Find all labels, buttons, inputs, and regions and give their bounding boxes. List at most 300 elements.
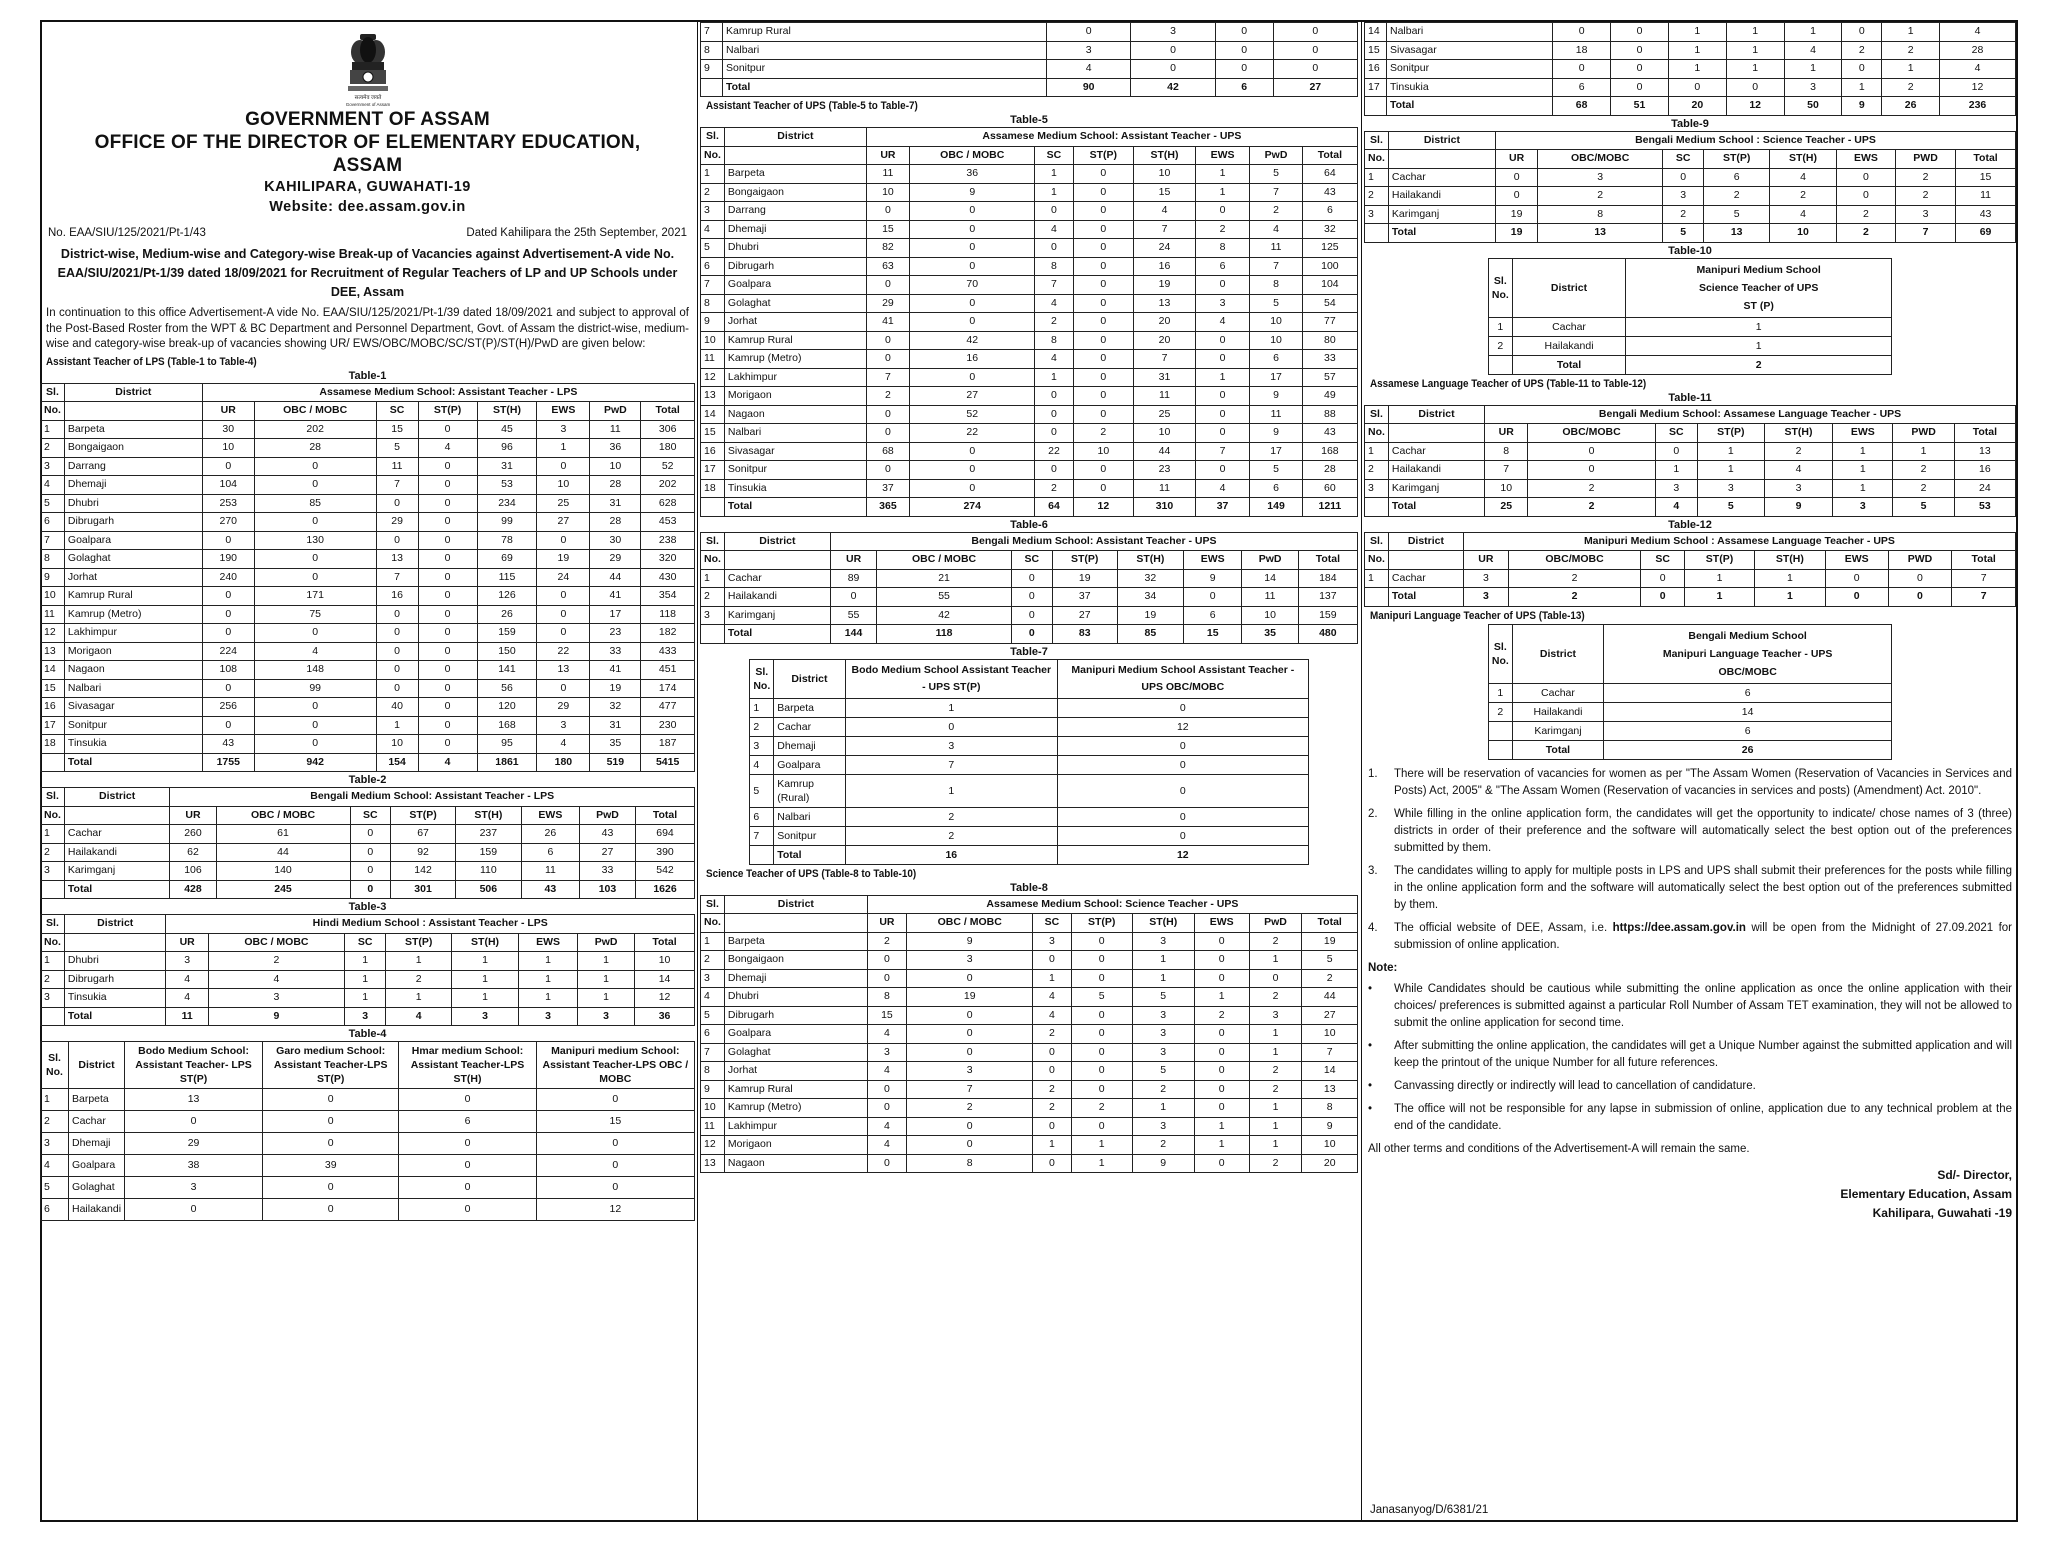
- header-row: [41, 1042, 695, 1089]
- table-cell: 1: [1194, 1136, 1249, 1155]
- table-cell: 1: [701, 165, 725, 184]
- table-cell: 19: [1495, 224, 1537, 243]
- table-cell: 26: [1882, 97, 1940, 116]
- table-cell: 5: [1893, 498, 1954, 517]
- table-cell: 2: [1836, 224, 1895, 243]
- table-cell: 1861: [477, 753, 537, 772]
- table-cell: 0: [1035, 461, 1073, 480]
- table-cell: 0: [1073, 239, 1134, 258]
- header-cell: EWS: [521, 806, 579, 825]
- table-cell: Barpeta: [724, 165, 866, 184]
- table-cell: 37: [1195, 498, 1249, 517]
- header-cell: ST(P): [1073, 146, 1134, 165]
- table-cell: 0: [1215, 41, 1273, 60]
- table-cell: Total: [1387, 97, 1553, 116]
- table-cell: Karimganj: [1388, 479, 1484, 498]
- table-cell: 29: [866, 294, 909, 313]
- table-cell: 4: [701, 220, 725, 239]
- table-cell: 10: [635, 952, 695, 971]
- table-cell: 301: [391, 880, 456, 899]
- table-cell: 5: [1302, 951, 1358, 970]
- table-cell: 0: [1071, 1043, 1132, 1062]
- table-cell: Total: [724, 498, 866, 517]
- table-cell: 0: [1194, 1080, 1249, 1099]
- table-cell: 5: [1071, 988, 1132, 1007]
- table-row: [1488, 336, 1891, 355]
- table-cell: Nalbari: [724, 424, 866, 443]
- table-cell: 0: [1273, 23, 1357, 42]
- table-cell: 15: [1183, 625, 1241, 644]
- table-cell: [41, 1007, 65, 1026]
- table-cell: Goalpara: [724, 276, 866, 295]
- table-cell: 38: [125, 1155, 263, 1177]
- bullet-notes: [1368, 981, 2012, 1135]
- table-cell: 428: [170, 880, 216, 899]
- table-row: [701, 1062, 1358, 1081]
- table-row: [41, 989, 695, 1008]
- header-cell: ST(P): [1704, 150, 1770, 169]
- table-cell: 236: [1940, 97, 2016, 116]
- header-cell: District: [1512, 258, 1625, 317]
- table-cell: 0: [254, 735, 376, 754]
- table-cell: 8: [1250, 276, 1302, 295]
- table-row: [41, 862, 695, 881]
- table-cell: 1: [1194, 1117, 1249, 1136]
- table-cell: 13: [1704, 224, 1770, 243]
- table-cell: 56: [477, 679, 537, 698]
- table-cell: 9: [1250, 424, 1302, 443]
- table-cell: 12: [1057, 717, 1308, 736]
- table-cell: 7: [1895, 224, 1955, 243]
- table-cell: 5: [41, 494, 65, 513]
- table-cell: 3: [750, 736, 774, 755]
- table-cell: 1: [41, 952, 65, 971]
- table-cell: 1: [452, 952, 519, 971]
- table-row: [41, 420, 695, 439]
- table-cell: 15: [376, 420, 418, 439]
- reference-number: No. EAA/SIU/125/2021/Pt-1/43: [48, 227, 206, 239]
- table-cell: 365: [866, 498, 909, 517]
- table-cell: 168: [1302, 442, 1357, 461]
- table-cell: 11: [866, 165, 909, 184]
- table-cell: 182: [641, 624, 695, 643]
- header-cell: UR: [1463, 551, 1508, 570]
- table-cell: Cachar: [1388, 442, 1484, 461]
- table-cell: Dhubri: [724, 988, 867, 1007]
- table-cell: 1: [1249, 1099, 1302, 1118]
- table-cell: 1: [344, 970, 385, 989]
- table-cell: 942: [254, 753, 376, 772]
- header-cell: District: [724, 128, 866, 147]
- table-cell: 12: [41, 624, 65, 643]
- table-cell: 68: [1553, 97, 1611, 116]
- table-cell: 7: [866, 368, 909, 387]
- table-cell: 118: [877, 625, 1012, 644]
- table-cell: 7: [1485, 461, 1528, 480]
- header-cell: Sl. No.: [750, 659, 774, 698]
- table-cell: 0: [254, 698, 376, 717]
- table-cell: Cachar: [724, 569, 830, 588]
- signature-block: [1364, 1166, 2012, 1223]
- table-cell: 2: [1365, 461, 1389, 480]
- table-cell: 19: [1495, 205, 1537, 224]
- table-cell: 42: [910, 331, 1035, 350]
- table-cell: 10: [701, 331, 725, 350]
- table-cell: 0: [1842, 60, 1882, 79]
- table-cell: 453: [641, 513, 695, 532]
- table-caption: Table-8: [1010, 881, 1048, 894]
- table-cell: 1: [1132, 969, 1194, 988]
- table-title: Assamese Medium School: Science Teacher - UPS: [867, 895, 1357, 914]
- table-cell: 2: [845, 826, 1057, 845]
- table-cell: 4: [41, 1155, 69, 1177]
- section-heading: Assistant Teacher of LPS (Table-1 to Table-4): [46, 355, 257, 368]
- table-cell: 8: [1538, 205, 1663, 224]
- table-row: [701, 276, 1358, 295]
- table-row: [701, 442, 1358, 461]
- header-cell: SC: [1035, 146, 1073, 165]
- table-cell: 49: [1302, 387, 1357, 406]
- table-cell: 11: [701, 350, 725, 369]
- table-cell: Goalpara: [774, 755, 845, 774]
- table-cell: Sonitpur: [724, 461, 866, 480]
- table-cell: 31: [590, 494, 641, 513]
- table-cell: 27: [1273, 78, 1357, 97]
- table-cell: 64: [1302, 165, 1357, 184]
- table-cell: 1: [845, 774, 1057, 807]
- table-cell: [701, 498, 725, 517]
- table-row: [701, 1154, 1358, 1173]
- header-cell: District: [774, 659, 845, 698]
- table-cell: 8: [1195, 239, 1249, 258]
- table-cell: 2: [907, 1099, 1033, 1118]
- table-cell: 10: [1242, 606, 1298, 625]
- table-cell: 0: [1194, 1025, 1249, 1044]
- notes: [1368, 766, 2012, 1158]
- table-cell: 8: [1035, 331, 1073, 350]
- table-cell: 55: [830, 606, 876, 625]
- header-cell: Total: [1952, 551, 2016, 570]
- header-cell: PwD: [1250, 146, 1302, 165]
- table-cell: 5: [1132, 1062, 1194, 1081]
- table-cell: 0: [1073, 387, 1134, 406]
- table-cell: 0: [1035, 202, 1073, 221]
- table-cell: Sonitpur: [774, 826, 845, 845]
- table-cell: 17: [41, 716, 65, 735]
- table-row: [701, 1006, 1358, 1025]
- table-cell: 2: [1528, 498, 1655, 517]
- table-8: [700, 895, 1358, 1174]
- table-cell: 61: [216, 825, 350, 844]
- table-cell: 3: [1365, 479, 1389, 498]
- table-row: [750, 826, 1308, 845]
- table-cell: 2: [1488, 702, 1512, 721]
- table-cell: 2: [845, 807, 1057, 826]
- table-cell: 14: [701, 405, 725, 424]
- table-cell: 19: [590, 679, 641, 698]
- header-cell: ST(P): [391, 806, 456, 825]
- table-cell: 7: [1035, 276, 1073, 295]
- table-cell: 0: [1528, 461, 1655, 480]
- table-cell: 21: [877, 569, 1012, 588]
- table-cell: 4: [166, 989, 208, 1008]
- table-cell: 0: [1273, 60, 1357, 79]
- table-cell: 43: [1302, 183, 1357, 202]
- table-cell: 0: [1073, 165, 1134, 184]
- table-cell: 16: [701, 442, 725, 461]
- table-cell: 126: [477, 587, 537, 606]
- section-heading: Science Teacher of UPS (Table-8 to Table-10): [706, 867, 917, 880]
- table-cell: 0: [125, 1111, 263, 1133]
- table-cell: 0: [907, 1136, 1033, 1155]
- table-row: [750, 717, 1308, 736]
- table-cell: 4: [1764, 461, 1832, 480]
- header-cell: Manipuri medium School: Assistant Teacher-LPS OBC / MOBC: [536, 1042, 694, 1089]
- table-row: [41, 1177, 695, 1199]
- list-item: 3. The candidates willing to apply for multiple posts in LPS and UPS shall submit their preferences for the posts while filling in the online application form and the software will automatically select the best option out of the preferences submitted by them.: [1368, 864, 2012, 911]
- header-cell: ST(P): [386, 933, 452, 952]
- table-cell: 20: [1302, 1154, 1358, 1173]
- total-row: [750, 845, 1308, 864]
- header-cell: OBC / MOBC: [910, 146, 1035, 165]
- table-cell: 25: [1134, 405, 1196, 424]
- table-cell: 1: [1033, 969, 1071, 988]
- table-cell: 1: [1668, 23, 1726, 42]
- table-cell: 3: [867, 1043, 906, 1062]
- table-cell: 0: [1071, 1006, 1132, 1025]
- table-cell: 4: [1134, 202, 1196, 221]
- table-cell: 5415: [641, 753, 695, 772]
- table-cell: 32: [590, 698, 641, 717]
- table-cell: Dhemaji: [724, 220, 866, 239]
- table-cell: 10: [376, 735, 418, 754]
- table-cell: 0: [910, 294, 1035, 313]
- table-caption: Table-6: [1010, 518, 1048, 531]
- table-cell: 1: [1132, 1099, 1194, 1118]
- table-cell: 2: [866, 387, 909, 406]
- list-item: • While Candidates should be cautious while submitting the online application as once the online application with their choices/ preferences is submitted against a particular Roll Number of Assam TET examination, they will not be allowed to submit the online application for second time.: [1368, 982, 2012, 1029]
- table-cell: 0: [537, 679, 590, 698]
- header-cell: ST(H): [1134, 146, 1196, 165]
- reference-date: Dated Kahilipara the 25th September, 2021: [466, 227, 687, 239]
- table-cell: 260: [170, 825, 216, 844]
- table-cell: 0: [263, 1177, 399, 1199]
- table-cell: 100: [1302, 257, 1357, 276]
- table-cell: 3: [41, 457, 65, 476]
- table-cell: 4: [750, 755, 774, 774]
- table-row: [41, 439, 695, 458]
- table-cell: 25: [1485, 498, 1528, 517]
- table-cell: 0: [376, 642, 418, 661]
- table-cell: Cachar: [1388, 569, 1463, 588]
- table-cell: 69: [1956, 224, 2016, 243]
- table-cell: 0: [867, 969, 906, 988]
- table-cell: [41, 880, 65, 899]
- subject: District-wise, Medium-wise and Category-wise Break-up of Vacancies against Advertisement-A vide No. EAA/SIU/2021/Pt-1/39 dated 18/09/2021 for Recruitment of Regular Teachers of LP and UP Schools under DEE, Assam: [57, 247, 678, 299]
- table-cell: 245: [216, 880, 350, 899]
- table-row: [701, 932, 1358, 951]
- table-cell: 7: [701, 23, 723, 42]
- table-cell: 0: [907, 1117, 1033, 1136]
- table-row: [1365, 187, 2016, 206]
- table-cell: 0: [1131, 60, 1215, 79]
- table-cell: 3: [1463, 588, 1508, 607]
- table-cell: 6: [1250, 479, 1302, 498]
- header-cell: OBC/MOBC: [1538, 150, 1663, 169]
- total-row: [1365, 498, 2016, 517]
- table-cell: 1: [452, 970, 519, 989]
- table-cell: 180: [537, 753, 590, 772]
- table-cell: Total: [64, 1007, 166, 1026]
- header-cell: PwD: [579, 806, 635, 825]
- header-cell: UR: [1495, 150, 1537, 169]
- table-cell: 1626: [636, 880, 695, 899]
- table-cell: 95: [477, 735, 537, 754]
- table-cell: 2: [1195, 220, 1249, 239]
- table-cell: 519: [590, 753, 641, 772]
- table-cell: 9: [907, 932, 1033, 951]
- table-cell: 36: [635, 1007, 695, 1026]
- table-cell: 4: [1033, 988, 1071, 1007]
- table-cell: 0: [399, 1133, 536, 1155]
- numbered-notes: [1368, 766, 2012, 914]
- table-cell: 141: [477, 661, 537, 680]
- table-cell: 7: [1250, 183, 1302, 202]
- table-cell: 22: [537, 642, 590, 661]
- table-cell: Cachar: [69, 1111, 125, 1133]
- table-row: [41, 587, 695, 606]
- table-cell: 4: [867, 1136, 906, 1155]
- header-cell: ST(H): [1132, 914, 1194, 933]
- table-cell: 1: [519, 989, 578, 1008]
- table-cell: Lakhimpur: [724, 368, 866, 387]
- svg-text:सत्यमेव जयते: सत्यमेव जयते: [354, 95, 381, 101]
- table-cell: 2: [386, 970, 452, 989]
- table-cell: 0: [1035, 387, 1073, 406]
- table-cell: 1: [1882, 23, 1940, 42]
- header-cell: OBC / MOBC: [254, 402, 376, 421]
- table-4-continued: [700, 22, 1358, 97]
- table-cell: 0: [910, 442, 1035, 461]
- table-cell: 69: [477, 550, 537, 569]
- table-cell: 0: [350, 880, 391, 899]
- table-cell: Tinsukia: [64, 989, 166, 1008]
- table-caption: Table-12: [1668, 518, 1712, 531]
- table-cell: 6: [1215, 78, 1273, 97]
- table-cell: 4: [867, 1117, 906, 1136]
- table-cell: 1: [386, 989, 452, 1008]
- table-cell: 0: [1073, 331, 1134, 350]
- table-cell: 13: [125, 1089, 263, 1111]
- table-cell: 1: [578, 989, 635, 1008]
- table-cell: 17: [701, 461, 725, 480]
- table-cell: 4: [1655, 498, 1697, 517]
- table-cell: 15: [1365, 41, 1387, 60]
- table-cell: 6: [701, 257, 725, 276]
- table-cell: 0: [202, 624, 254, 643]
- header-cell: Total: [1954, 424, 2015, 443]
- table-cell: 0: [1057, 698, 1308, 717]
- table-cell: 89: [830, 569, 876, 588]
- table-cell: 7: [1195, 442, 1249, 461]
- table-cell: 240: [202, 568, 254, 587]
- table-cell: 1: [1249, 1117, 1302, 1136]
- header-cell: OBC/MOBC: [1528, 424, 1655, 443]
- table-cell: 1: [1668, 60, 1726, 79]
- table-cell: Dhubri: [64, 952, 166, 971]
- table-cell: 542: [636, 862, 695, 881]
- table-cell: 67: [391, 825, 456, 844]
- table-cell: 9: [1183, 569, 1241, 588]
- total-row: [1365, 588, 2016, 607]
- table-cell: 6: [521, 843, 579, 862]
- table-cell: 17: [590, 605, 641, 624]
- table-cell: 28: [254, 439, 376, 458]
- table-cell: Total: [1388, 224, 1495, 243]
- table-cell: 2: [1073, 424, 1134, 443]
- header-cell: SC: [1655, 424, 1697, 443]
- table-cell: Cachar: [1388, 168, 1495, 187]
- table-cell: 3: [1132, 1025, 1194, 1044]
- table-row: [1365, 23, 2016, 42]
- table-cell: 1: [376, 716, 418, 735]
- table-cell: 187: [641, 735, 695, 754]
- header-cell: Total: [1302, 146, 1357, 165]
- header-cell: District: [69, 1042, 125, 1089]
- table-cell: 92: [391, 843, 456, 862]
- table-cell: Total: [1388, 498, 1484, 517]
- table-cell: 24: [1954, 479, 2015, 498]
- table-cell: 0: [867, 1099, 906, 1118]
- table-cell: [1365, 224, 1389, 243]
- table-cell: 148: [254, 661, 376, 680]
- table-cell: 5: [1663, 224, 1704, 243]
- table-cell: 10: [537, 476, 590, 495]
- table-row: [701, 461, 1358, 480]
- table-cell: 68: [866, 442, 909, 461]
- table-cell: 0: [1073, 220, 1134, 239]
- table-cell: Hailakandi: [64, 843, 169, 862]
- table-cell: 1: [1071, 1136, 1132, 1155]
- table-cell: 51: [1611, 97, 1669, 116]
- table-cell: 1: [344, 952, 385, 971]
- table-cell: 253: [202, 494, 254, 513]
- table-cell: 0: [866, 461, 909, 480]
- table-cell: 7: [376, 476, 418, 495]
- table-cell: 3: [166, 952, 208, 971]
- header-cell: UR: [170, 806, 216, 825]
- table-cell: 0: [1011, 569, 1052, 588]
- table-cell: 0: [1194, 969, 1249, 988]
- table-cell: Kamrup (Metro): [724, 350, 866, 369]
- total-row: [1488, 740, 1891, 759]
- table-cell: 202: [254, 420, 376, 439]
- table-cell: 8: [701, 294, 725, 313]
- table-cell: 19: [1117, 606, 1183, 625]
- header-cell: SC: [350, 806, 391, 825]
- table-cell: 2: [1893, 461, 1954, 480]
- table-cell: 4: [418, 439, 477, 458]
- table-row: [701, 479, 1358, 498]
- website-link[interactable]: https://dee.assam.gov.in: [1612, 921, 1746, 934]
- header-cell: No.: [701, 146, 725, 165]
- table-cell: 18: [41, 735, 65, 754]
- table-row: [750, 807, 1308, 826]
- table-cell: 9: [701, 60, 723, 79]
- table-cell: 190: [202, 550, 254, 569]
- header-row: [41, 933, 695, 952]
- total-row: [1488, 355, 1891, 374]
